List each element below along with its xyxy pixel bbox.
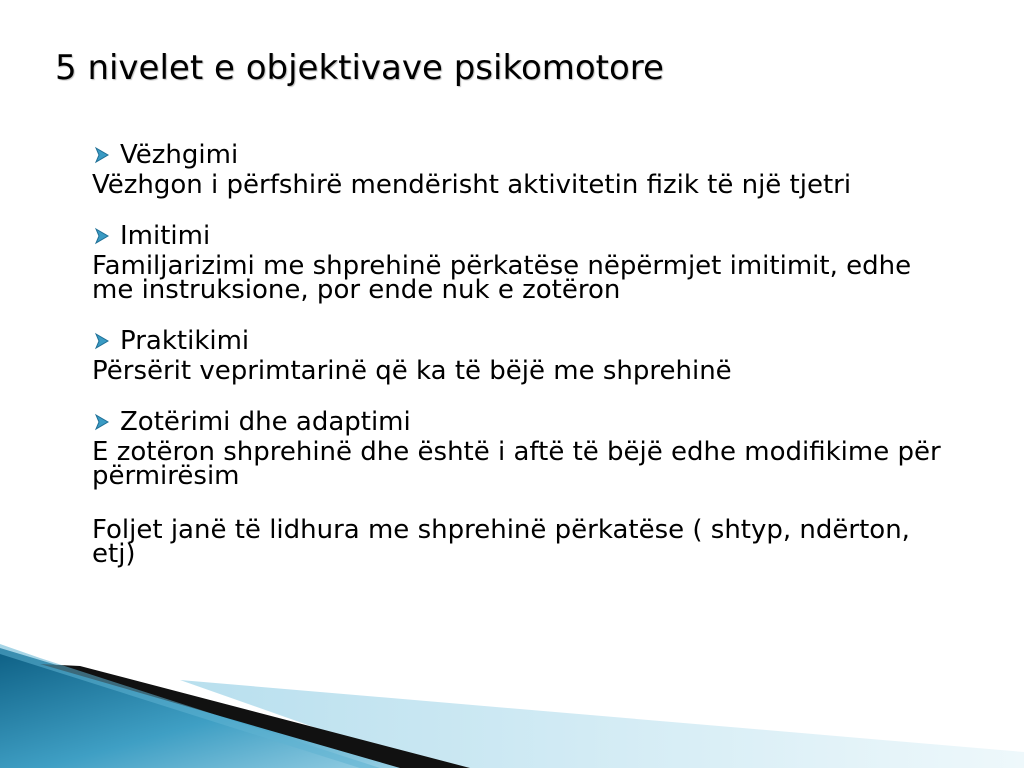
list-item-imitimi: [92, 219, 952, 305]
list-item-heading: Praktikimi: [120, 326, 250, 356]
list-item-heading-row: [92, 219, 952, 253]
list-item-description: Familjarizimi me shprehinë përkatëse nëpërmjet imitimit, edhe me instruksione, por ende nuk e zotëron: [92, 251, 912, 305]
footer-wave-decoration: [0, 640, 1024, 768]
list-item-heading: Imitimi: [120, 221, 211, 251]
slide-title: 5 nivelet e objektivave psikomotore: [55, 48, 664, 88]
list-item-heading: Vëzhgimi: [120, 140, 239, 170]
arrow-bullet-icon: [92, 145, 112, 165]
arrow-bullet-icon: [92, 331, 112, 351]
list-item-heading-row: [92, 324, 952, 358]
list-item-heading-row: [92, 405, 952, 439]
closing-note: Foljet janë të lidhura me shprehinë përkatëse ( shtyp, ndërton, etj): [92, 515, 910, 569]
list-item-heading-row: [92, 138, 952, 172]
arrow-bullet-icon: [92, 412, 112, 432]
list-item-description: E zotëron shprehinë dhe është i aftë të bëjë edhe modifikime për përmirësim: [92, 437, 941, 491]
list-item-zoterimi: [92, 405, 952, 491]
list-item-description: Përsërit veprimtarinë që ka të bëjë me shprehinë: [92, 356, 732, 386]
list-item-praktikimi: [92, 324, 952, 386]
arrow-bullet-icon: [92, 226, 112, 246]
slide-content: [92, 138, 952, 569]
list-item-vezhgimi: [92, 138, 952, 200]
list-item-description: Vëzhgon i përfshirë mendërisht aktivitetin fizik të një tjetri: [92, 170, 852, 200]
list-item-heading: Zotërimi dhe adaptimi: [120, 407, 411, 437]
